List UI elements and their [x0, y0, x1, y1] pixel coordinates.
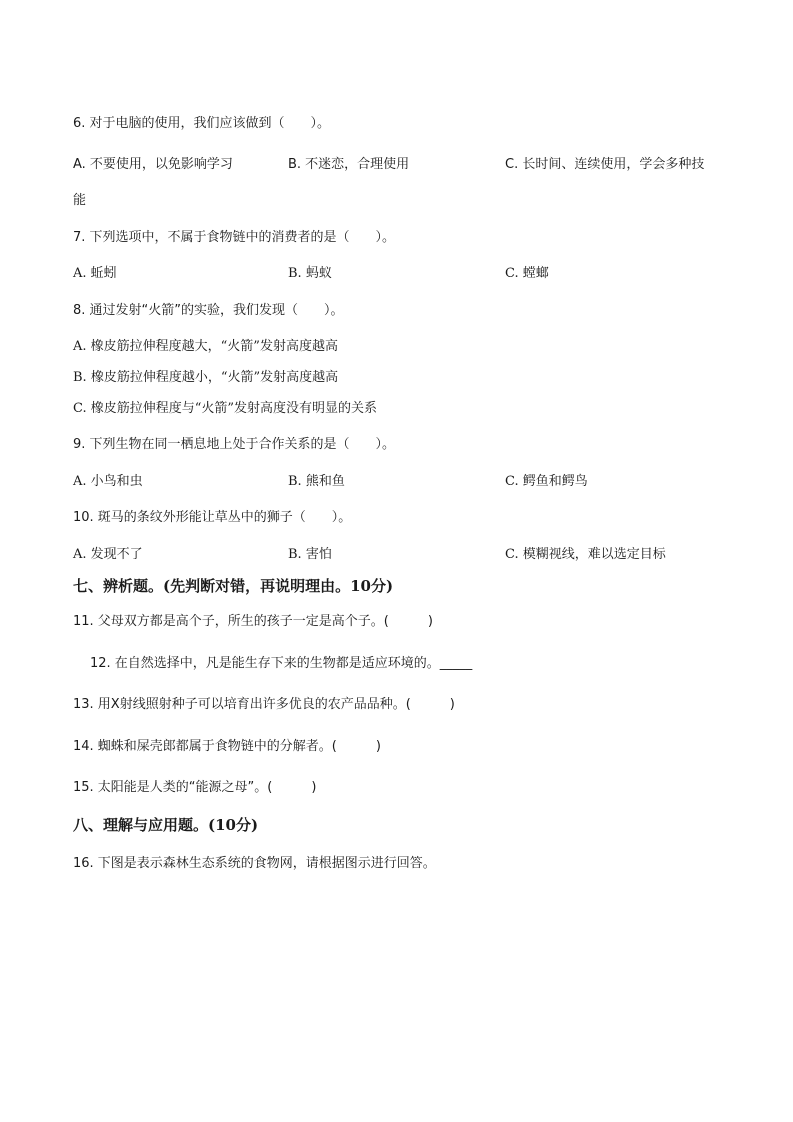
question-7-option-b: B. 蚂蚁	[288, 266, 332, 281]
question-7-option-a: A. 蚯蚓	[73, 266, 117, 281]
question-6-option-c-continued: 能	[73, 193, 87, 208]
question-9-option-c: C. 鳄鱼和鳄鸟	[505, 474, 588, 489]
question-12: 12. 在自然选择中，凡是能生存下来的生物都是适应环境的。_____	[90, 656, 473, 671]
section-8-heading: 八、理解与应用题。(10分)	[73, 816, 259, 834]
question-11: 11. 父母双方都是高个子，所生的孩子一定是高个子。( )	[73, 614, 433, 629]
question-6-option-b: B. 不迷恋，合理使用	[288, 157, 410, 172]
question-10-option-a: A. 发现不了	[73, 547, 143, 562]
question-16: 16. 下图是表示森林生态系统的食物网，请根据图示进行回答。	[73, 856, 436, 871]
question-9-option-a: A. 小鸟和虫	[73, 474, 143, 489]
question-7-option-c: C. 螳螂	[505, 266, 549, 281]
question-10-option-b: B. 害怕	[288, 547, 332, 562]
question-6-option-a: A. 不要使用，以免影响学习	[73, 157, 233, 172]
question-8-option-c: C. 橡皮筋拉伸程度与“火箭”发射高度没有明显的关系	[73, 401, 378, 416]
question-7-stem: 7. 下列选项中，不属于食物链中的消费者的是（ ）。	[73, 230, 396, 245]
question-13: 13. 用X射线照射种子可以培育出许多优良的农产品品种。( )	[73, 697, 455, 712]
question-8-option-b: B. 橡皮筋拉伸程度越小，“火箭”发射高度越高	[73, 370, 339, 385]
question-8-stem: 8. 通过发射“火箭”的实验，我们发现（ ）。	[73, 303, 344, 318]
question-9-option-b: B. 熊和鱼	[288, 474, 345, 489]
question-6-stem: 6. 对于电脑的使用，我们应该做到（ ）。	[73, 116, 331, 131]
section-7-heading: 七、辨析题。(先判断对错，再说明理由。10分)	[73, 577, 394, 595]
question-10-option-c: C. 模糊视线，难以选定目标	[505, 547, 666, 562]
question-14: 14. 蜘蛛和屎壳郎都属于食物链中的分解者。( )	[73, 739, 381, 754]
question-6-option-c: C. 长时间、连续使用，学会多种技	[505, 157, 705, 172]
question-10-stem: 10. 斑马的条纹外形能让草丛中的狮子（ ）。	[73, 510, 352, 525]
question-15: 15. 太阳能是人类的“能源之母”。( )	[73, 780, 317, 795]
question-9-stem: 9. 下列生物在同一栖息地上处于合作关系的是（ ）。	[73, 437, 396, 452]
question-8-option-a: A. 橡皮筋拉伸程度越大，“火箭”发射高度越高	[73, 339, 338, 354]
